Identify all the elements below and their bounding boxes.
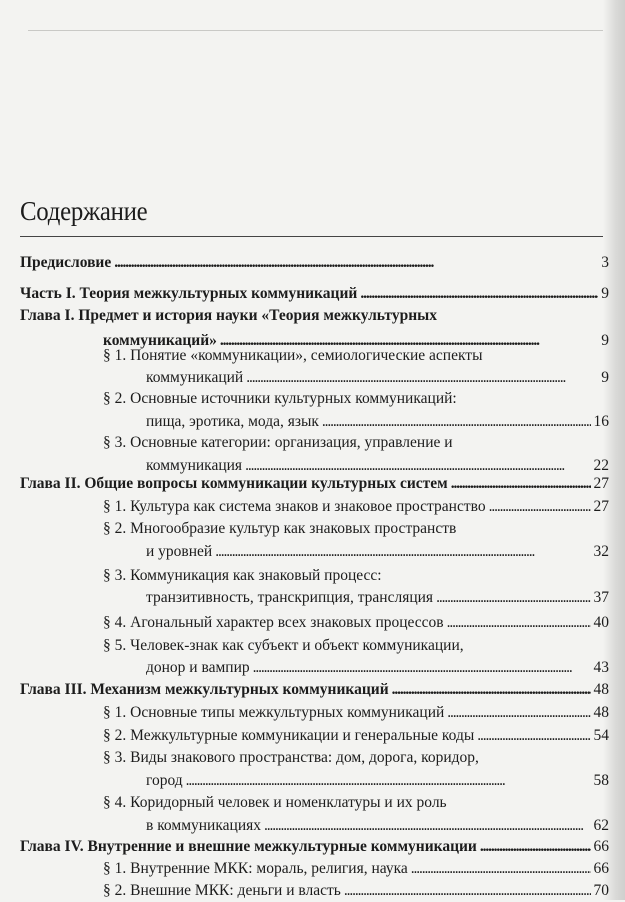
toc-page-number: 16 bbox=[593, 413, 609, 430]
toc-page-number: 70 bbox=[593, 882, 609, 899]
toc-entry-title: Глава I. Предмет и история науки «Теория межкультурных bbox=[20, 307, 437, 324]
toc-entry bbox=[20, 679, 609, 701]
toc-page-number: 27 bbox=[593, 475, 609, 492]
toc-entry bbox=[146, 587, 609, 609]
toc-entry bbox=[146, 657, 609, 679]
toc-page-number: 9 bbox=[601, 285, 609, 302]
toc-entry-title: транзитивность, транскрипция, трансляция bbox=[146, 589, 434, 606]
toc-entry bbox=[103, 496, 609, 518]
toc-entry bbox=[146, 541, 609, 563]
toc-entry-line bbox=[103, 635, 609, 657]
toc-entry-title: город bbox=[146, 772, 183, 789]
toc-entry bbox=[103, 702, 609, 724]
toc-entry-line bbox=[103, 388, 609, 410]
toc-entry-title: § 5. Человек-знак как субъект и объект коммуникации, bbox=[103, 637, 464, 654]
toc-page-number: 22 bbox=[593, 457, 609, 474]
dot-leader bbox=[114, 252, 598, 274]
toc-entry-title: § 2. Основные источники культурных коммуникаций: bbox=[103, 390, 457, 407]
toc-page-number: 43 bbox=[593, 659, 609, 676]
toc-entry-title: § 3. Виды знакового пространства: дом, дорога, коридор, bbox=[103, 749, 479, 766]
dot-leader bbox=[215, 541, 590, 563]
toc-entry-title: § 4. Агональный характер всех знаковых процессов bbox=[103, 614, 444, 631]
toc-entry-title: § 2. Внешние МКК: деньги и власть bbox=[103, 882, 341, 899]
toc-page-number: 9 bbox=[601, 332, 609, 349]
toc-entry-title: § 1. Внутренние МКК: мораль, религия, наука bbox=[103, 860, 408, 877]
dot-leader bbox=[451, 473, 591, 495]
toc-entry bbox=[146, 367, 609, 389]
toc-entry-line bbox=[20, 305, 609, 327]
toc-entry-title: § 4. Коридорный человек и номенклатуры и их роль bbox=[103, 794, 447, 811]
toc-page-number: 66 bbox=[593, 860, 609, 877]
dot-leader bbox=[392, 679, 591, 701]
dot-leader bbox=[447, 702, 590, 724]
toc-entry-title: § 2. Межкультурные коммуникации и генеральные коды bbox=[103, 727, 475, 744]
toc-entry-line bbox=[103, 565, 609, 587]
toc-page-number: 48 bbox=[593, 681, 609, 698]
toc-page-number: 37 bbox=[593, 589, 609, 606]
toc-entry bbox=[103, 880, 609, 902]
toc-entry-line bbox=[103, 518, 609, 540]
toc-page-number: 54 bbox=[593, 727, 609, 744]
toc-entry-title: Предисловие bbox=[20, 254, 112, 271]
toc-entry-title: § 2. Многообразие культур как знаковых пространств bbox=[103, 520, 457, 537]
toc-entry bbox=[20, 473, 609, 495]
dot-leader bbox=[246, 367, 598, 389]
toc-entry bbox=[20, 283, 609, 305]
dot-leader bbox=[477, 725, 590, 747]
toc-page-number: 32 bbox=[593, 543, 609, 560]
toc-entry-line bbox=[103, 747, 609, 769]
toc-page-number: 48 bbox=[593, 704, 609, 721]
toc-entry-line bbox=[103, 432, 609, 454]
toc-entry-line bbox=[103, 345, 609, 367]
toc-entry-line bbox=[103, 792, 609, 814]
toc-page-number: 62 bbox=[593, 817, 609, 834]
dot-leader bbox=[411, 858, 591, 880]
toc-entry bbox=[146, 815, 609, 837]
title-rule bbox=[20, 236, 603, 237]
toc-entry bbox=[103, 612, 609, 634]
toc-entry-title: § 1. Основные типы межкультурных коммуникаций bbox=[103, 704, 445, 721]
toc-entry-title: Глава III. Механизм межкультурных коммуникаций bbox=[20, 681, 389, 698]
toc-page-number: 3 bbox=[601, 254, 609, 271]
toc-entry-title: коммуникация bbox=[146, 457, 243, 474]
toc-entry-title: в коммуникациях bbox=[146, 817, 261, 834]
dot-leader bbox=[264, 815, 591, 837]
toc-entry-title: § 1. Культура как система знаков и знаковое пространство bbox=[103, 498, 486, 515]
toc-entry-title: Глава II. Общие вопросы коммуникации культурных систем bbox=[20, 475, 448, 492]
toc-entry bbox=[103, 858, 609, 880]
header-rule bbox=[28, 30, 603, 31]
toc-entry-title: § 3. Коммуникация как знаковый процесс: bbox=[103, 567, 382, 584]
dot-leader bbox=[344, 880, 591, 902]
toc-entry-title: Часть I. Теория межкультурных коммуникаций bbox=[20, 285, 358, 302]
dot-leader bbox=[186, 770, 591, 792]
dot-leader bbox=[253, 657, 591, 679]
page-title: Содержание bbox=[20, 196, 148, 226]
dot-leader bbox=[436, 587, 590, 609]
dot-leader bbox=[360, 283, 598, 305]
toc-entry bbox=[20, 252, 609, 274]
toc-page-number: 66 bbox=[593, 838, 609, 855]
dot-leader bbox=[322, 411, 591, 433]
toc-page-number: 9 bbox=[601, 369, 609, 386]
toc-entry-title: § 1. Понятие «коммуникации», семиологические аспекты bbox=[103, 347, 483, 364]
dot-leader bbox=[489, 496, 591, 518]
toc-entry-title: и уровней bbox=[146, 543, 213, 560]
toc-entry-title: Глава IV. Внутренние и внешние межкультурные коммуникации bbox=[20, 838, 477, 855]
toc-entry-title: пища, эротика, мода, язык bbox=[146, 413, 319, 430]
dot-leader bbox=[480, 836, 591, 858]
dot-leader bbox=[447, 612, 591, 634]
toc-entry-title: коммуникаций» bbox=[103, 332, 217, 349]
toc-entry bbox=[146, 770, 609, 792]
toc-entry-title: донор и вампир bbox=[146, 659, 250, 676]
toc-entry bbox=[20, 836, 609, 858]
toc-entry bbox=[103, 725, 609, 747]
toc-page-number: 40 bbox=[593, 614, 609, 631]
toc-page-number: 58 bbox=[593, 772, 609, 789]
toc-entry-title: коммуникаций bbox=[146, 369, 244, 386]
toc-page-number: 27 bbox=[593, 498, 609, 515]
toc-entry-title: § 3. Основные категории: организация, управление и bbox=[103, 434, 453, 451]
toc-entry bbox=[146, 411, 609, 433]
